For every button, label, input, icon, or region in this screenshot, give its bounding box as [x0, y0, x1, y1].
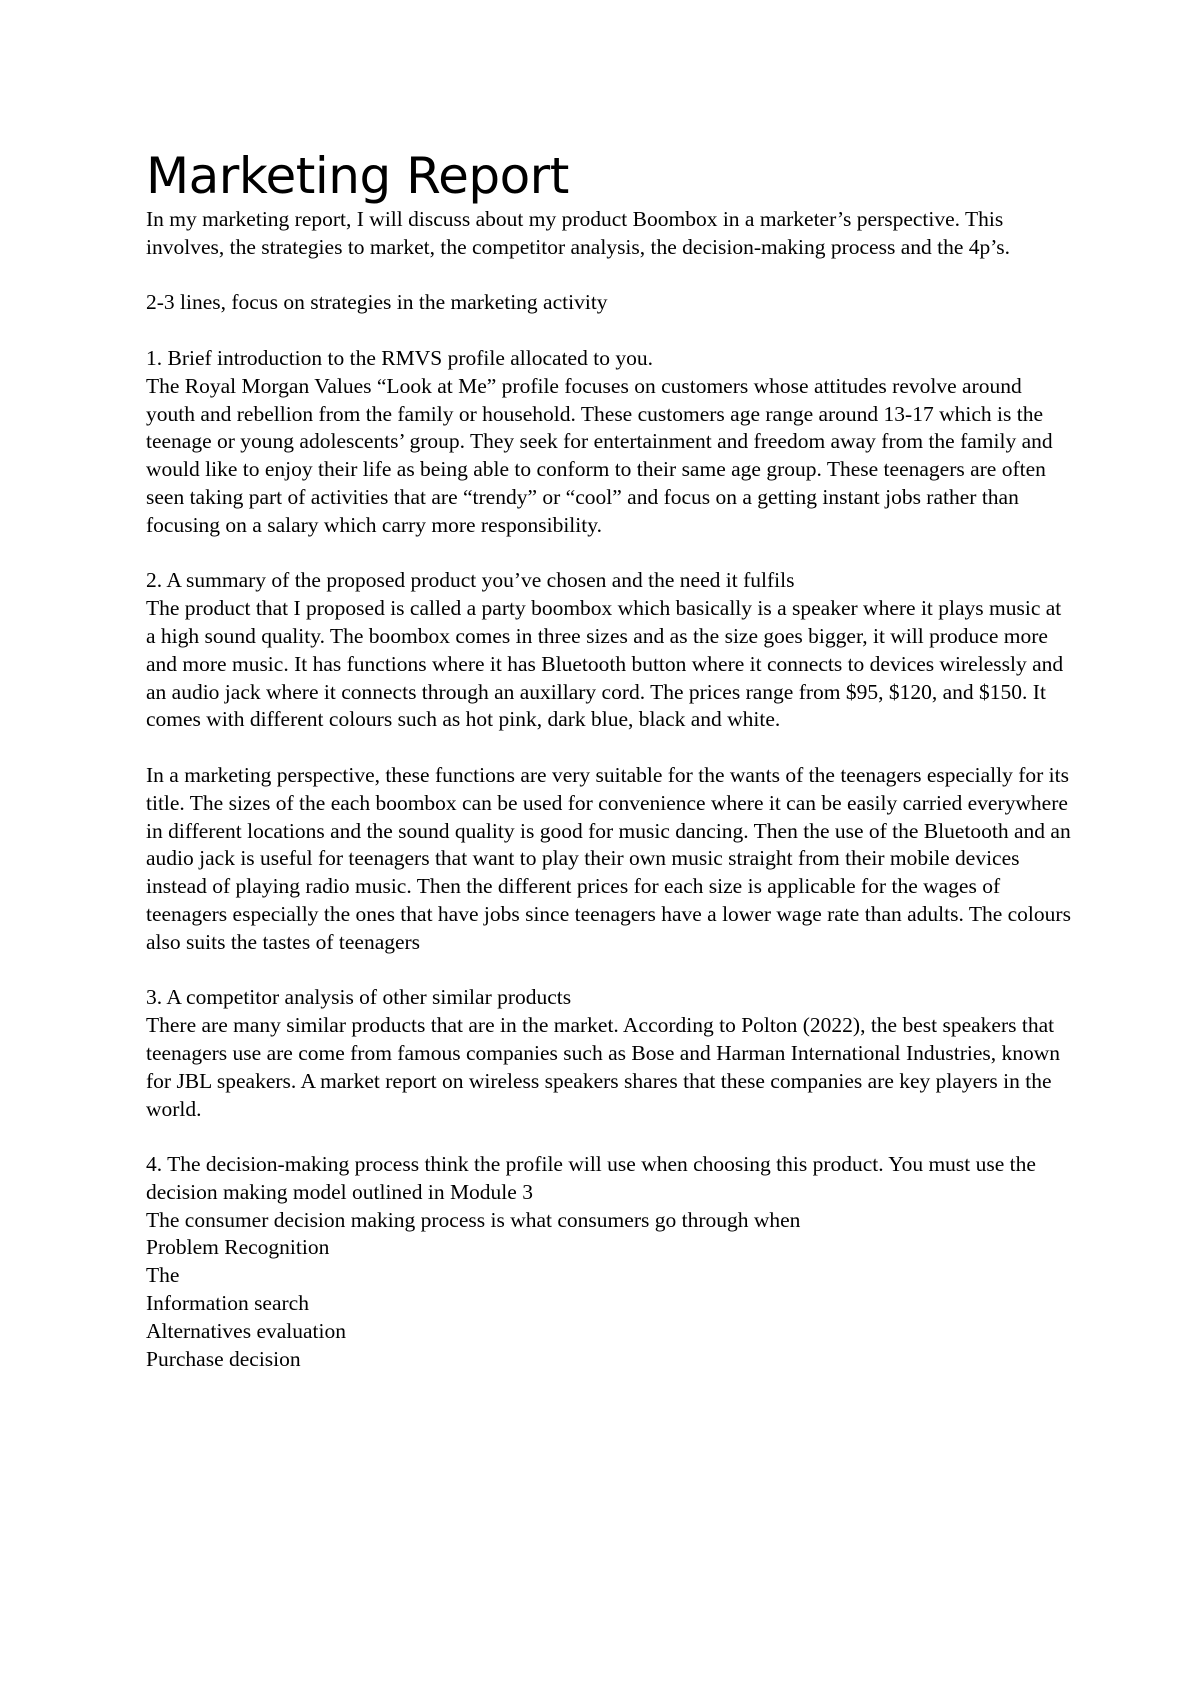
document-page — [146, 146, 1076, 1373]
blank-line — [146, 317, 1076, 345]
blank-line — [146, 262, 1076, 290]
section1-heading: 1. Brief introduction to the RMVS profile allocated to you. — [146, 345, 653, 370]
blank-line — [146, 1123, 1076, 1151]
section4-body: The consumer decision making process is what consumers go through when — [146, 1207, 801, 1232]
section2-body-continued: In a marketing perspective, these functions are very suitable for the wants of the teenagers especially for its title. The sizes of the each boombox can be used for convenience where it can be easily carried everywhere in different locations and the sound quality is good for music dancing. Then the use of the Bluetooth and an audio jack is useful for teenagers that want to play their own music straight from their mobile devices instead of playing radio music. Then the different prices for each size is applicable for the wages of teenagers especially the ones that have jobs since teenagers have a lower wage rate than adults. The colours also suits the tastes of teenagers — [146, 762, 1071, 954]
decision-step-the: The — [146, 1263, 180, 1288]
section1-body: The Royal Morgan Values “Look at Me” profile focuses on customers whose attitudes revolve around youth and rebellion from the family or household. These customers age range around 13-17 which is the teenage or young adolescents’ group. They seek for entertainment and freedom away from the family and would like to enjoy their life as being able to conform to their same age group. These teenagers are often seen taking part of activities that are “trendy” or “cool” and focus on a getting instant jobs rather than focusing on a salary which carry more responsibility. — [146, 373, 1053, 537]
blank-line — [146, 540, 1076, 568]
section3-heading: 3. A competitor analysis of other similar products — [146, 985, 572, 1010]
decision-step-alternatives-evaluation: Alternatives evaluation — [146, 1318, 346, 1343]
intro-paragraph: In my marketing report, I will discuss about my product Boombox in a marketer’s perspective. This involves, the strategies to market, the competitor analysis, the decision-making process and the 4p’s. — [146, 207, 1010, 259]
section2-body: The product that I proposed is called a party boombox which basically is a speaker where it plays music at a high sound quality. The boombox comes in three sizes and as the size goes bigger, it will produce more and more music. It has functions where it has Bluetooth button where it connects to devices wirelessly and an audio jack where it connects through an auxillary cord. The prices range from $95, $120, and $150. It comes with different colours such as hot pink, dark blue, black and white. — [146, 596, 1064, 732]
decision-step-information-search: Information search — [146, 1291, 309, 1316]
section2-heading: 2. A summary of the proposed product you’ve chosen and the need it fulfils — [146, 568, 795, 593]
document-title: Marketing Report — [146, 147, 569, 205]
document-body — [146, 206, 1076, 1373]
section4-heading: 4. The decision-making process think the profile will use when choosing this product. You must use the decision making model outlined in Module 3 — [146, 1152, 1036, 1204]
instruction-note: 2-3 lines, focus on strategies in the marketing activity — [146, 290, 608, 315]
section3-body: There are many similar products that are in the market. According to Polton (2022), the best speakers that teenagers use are come from famous companies such as Bose and Harman International Industries, known for JBL speakers. A market report on wireless speakers shares that these companies are key players in the world. — [146, 1013, 1061, 1121]
blank-line — [146, 734, 1076, 762]
decision-step-problem-recognition: Problem Recognition — [146, 1235, 330, 1260]
blank-line — [146, 957, 1076, 985]
decision-step-purchase-decision: Purchase decision — [146, 1346, 301, 1371]
